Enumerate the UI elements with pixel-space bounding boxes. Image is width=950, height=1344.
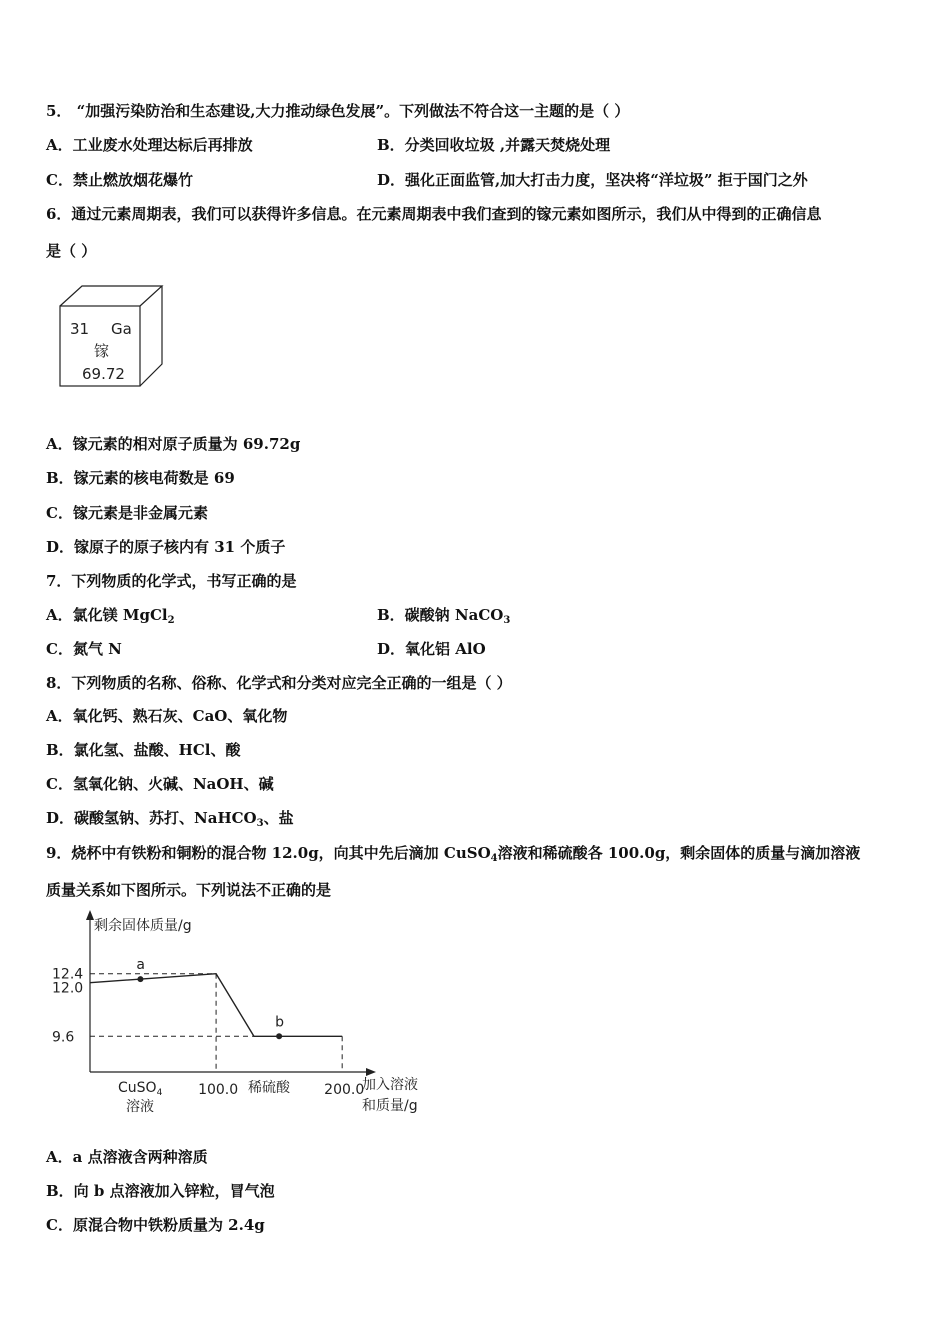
q7-option-d: D．氧化铝 AlO	[377, 640, 486, 658]
q7-option-b: B．碳酸钠 NaCO$_3$	[377, 606, 511, 626]
tile-element-name: 镓	[94, 342, 110, 360]
q6-option-b: B．镓元素的核电荷数是 69	[46, 469, 235, 487]
q5-option-a: A．工业废水处理达标后再排放	[46, 136, 253, 154]
q6-option-a: A．镓元素的相对原子质量为 69.72g	[46, 435, 301, 453]
point-a	[137, 976, 143, 982]
q6-option-c: C．镓元素是非金属元素	[46, 504, 208, 522]
x-axis-arrow	[366, 1068, 376, 1076]
y-tick-label-12.0: 12.0	[52, 980, 84, 997]
y-axis-label: 剩余固体质量/g	[94, 918, 192, 934]
q8-option-c: C．氢氧化钠、火碱、NaOH、碱	[46, 775, 274, 793]
y-tick-label-9.6: 9.6	[52, 1029, 75, 1046]
q8-option-b: B．氯化氢、盐酸、HCl、酸	[46, 741, 241, 759]
q5-stem: 5． “加强污染防治和生态建设,大力推动绿色发展”。下列做法不符合这一主题的是（ ）	[46, 102, 630, 120]
x-tick-label-200.0: 200.0	[324, 1082, 365, 1098]
q9-mass-chart	[46, 908, 446, 1123]
gallium-element-tile	[58, 284, 168, 390]
q7-stem: 7．下列物质的化学式，书写正确的是	[46, 572, 297, 590]
x-axis-label-line1: 加入溶液	[362, 1077, 418, 1093]
q5-option-b: B．分类回收垃圾 ,并露天焚烧处理	[377, 136, 611, 154]
q7-option-a: A．氯化镁 MgCl$_2$	[46, 606, 175, 626]
point-label-b: b	[275, 1014, 285, 1031]
q9-option-a: A．a 点溶液含两种溶质	[46, 1148, 208, 1166]
q5-option-c: C．禁止燃放烟花爆竹	[46, 171, 193, 189]
region-cuso4-label-line2: 溶液	[126, 1099, 154, 1115]
q6-option-d: D．镓原子的原子核内有 31 个质子	[46, 538, 286, 556]
tile-atomic-mass: 69.72	[82, 365, 125, 383]
q8-option-d: D．碳酸氢钠、苏打、NaHCO$_3$、盐	[46, 809, 294, 829]
q8-option-a: A．氧化钙、熟石灰、CaO、氧化物	[46, 707, 288, 725]
q9-option-b: B．向 b 点溶液加入锌粒，冒气泡	[46, 1182, 275, 1200]
tile-symbol: Ga	[111, 320, 132, 338]
q9-option-c: C．原混合物中铁粉质量为 2.4g	[46, 1216, 265, 1234]
q9-stem-line1: 9．烧杯中有铁粉和铜粉的混合物 12.0g，向其中先后滴加 CuSO$_4$溶液和稀硫酸各 100.0g，剩余固体的质量与滴加溶液	[46, 844, 861, 864]
point-b	[276, 1033, 282, 1039]
q6-stem-line2: 是（ ）	[46, 242, 97, 260]
q7-option-c: C．氮气 N	[46, 640, 122, 658]
q5-option-d: D．强化正面监管,加大打击力度，坚决将“洋垃圾” 拒于国门之外	[377, 171, 808, 189]
point-label-a: a	[136, 957, 146, 974]
tile-atomic-number: 31	[70, 320, 90, 338]
q9-stem-line2: 质量关系如下图所示。下列说法不正确的是	[46, 881, 332, 899]
q6-stem-line1: 6．通过元素周期表，我们可以获得许多信息。在元素周期表中我们查到的镓元素如图所示，我们从中得到的正确信息	[46, 205, 822, 223]
x-axis-label-line2: 和质量/g	[362, 1098, 418, 1114]
region-cuso4-label: CuSO$_4$	[118, 1080, 163, 1098]
y-axis-arrow	[86, 910, 94, 920]
x-tick-label-100.0: 100.0	[198, 1082, 239, 1098]
y-tick-label-12.4: 12.4	[52, 966, 84, 983]
q8-stem: 8．下列物质的名称、俗称、化学式和分类对应完全正确的一组是（ ）	[46, 674, 512, 692]
region-h2so4-label: 稀硫酸	[248, 1080, 290, 1096]
